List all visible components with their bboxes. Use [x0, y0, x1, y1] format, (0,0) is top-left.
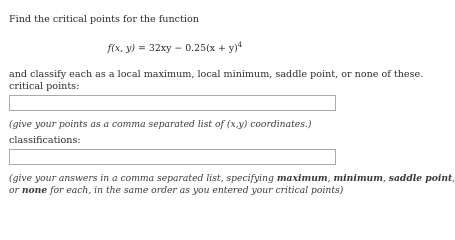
formula-exponent: 4 [237, 41, 243, 49]
critical-points-label: critical points: [9, 81, 80, 92]
critical-points-input[interactable] [9, 95, 336, 111]
hint-text: or [9, 185, 22, 196]
hint-text: for each, in the same order as you entered your critical points) [47, 185, 344, 196]
hint-maximum: maximum [276, 173, 328, 184]
hint-saddle-point: saddle point [388, 173, 453, 184]
critical-points-hint: (give your points as a comma separated list of (x,y) coordinates.) [9, 119, 312, 130]
classifications-label: classifications: [9, 135, 81, 146]
hint-text: (give your answers in a comma separated list, specifying [9, 173, 277, 184]
hint-separator: , [327, 173, 334, 184]
formula-rhs: 32xy − 0.25(x + y) [148, 43, 238, 55]
formula-lhs: f(x, y) = [107, 43, 149, 55]
classifications-hint-line2 [9, 185, 343, 197]
hint-none: none [21, 185, 48, 196]
question-intro: Find the critical points for the function [9, 14, 199, 25]
classify-instruction: and classify each as a local maximum, local minimum, saddle point, or none of these. [9, 69, 424, 80]
classifications-input[interactable] [9, 149, 336, 165]
hint-text: , [452, 173, 455, 184]
hint-separator: , [382, 173, 389, 184]
classifications-hint-line1 [9, 173, 455, 185]
function-formula [0, 41, 350, 55]
hint-minimum: minimum [333, 173, 383, 184]
